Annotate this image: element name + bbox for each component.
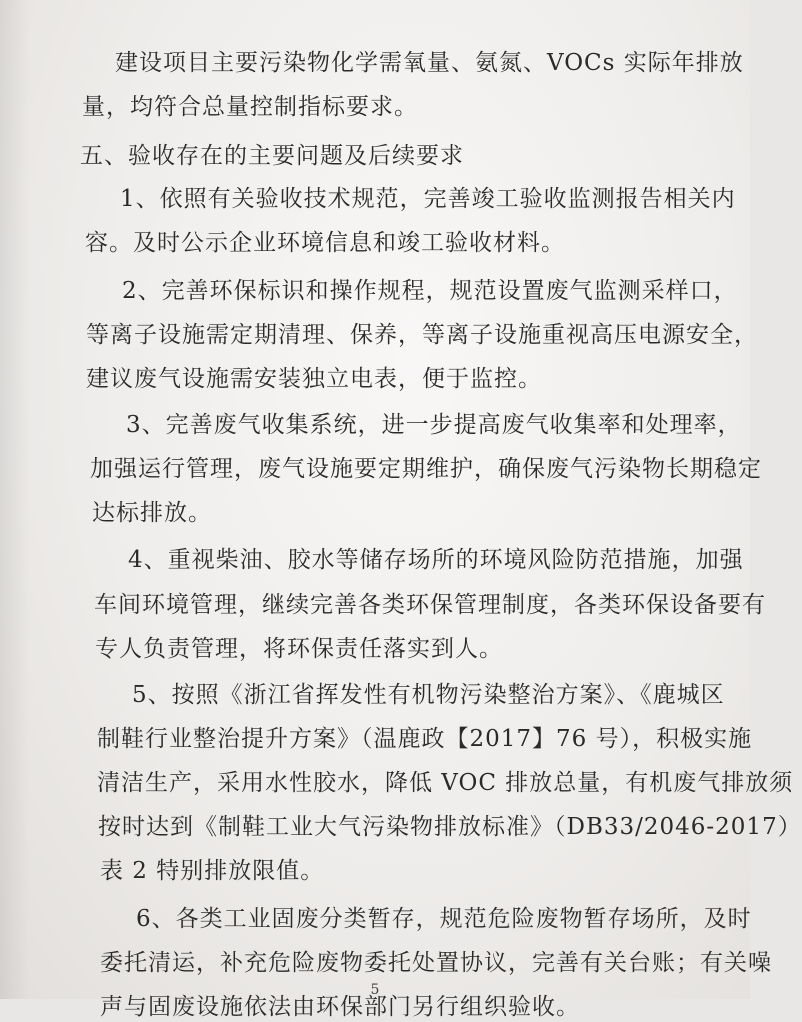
text-line-2: 量，均符合总量控制指标要求。	[82, 94, 418, 120]
item-4-line-2: 车间环境管理，继续完善各类环保管理制度，各类环保设备要有	[94, 592, 766, 618]
item-3-line-2: 加强运行管理，废气设施要定期维护，确保废气污染物长期稳定	[90, 456, 762, 482]
item-3-line-1: 3、完善废气收集系统，进一步提高废气收集率和处理率，	[126, 412, 742, 438]
item-5-line-1: 5、按照《浙江省挥发性有机物污染整治方案》、《鹿城区	[132, 682, 725, 708]
item-6-line-3: 声与固废设施依法由环保部门另行组织验收。	[100, 994, 580, 1020]
text-line-1: 建设项目主要污染物化学需氧量、氨氮、VOCs 实际年排放	[115, 50, 744, 76]
item-5-line-5: 表 2 特别排放限值。	[100, 858, 325, 884]
item-2-line-2: 等离子设施需定期清理、保养，等离子设施重视高压电源安全，	[86, 322, 758, 348]
item-4-line-1: 4、重视柴油、胶水等储存场所的环境风险防范措施，加强	[128, 547, 744, 573]
page-number: 5	[370, 982, 380, 998]
item-1-line-2: 容。及时公示企业环境信息和竣工验收材料。	[85, 230, 565, 256]
item-6-line-1: 6、各类工业固废分类暂存，规范危险废物暂存场所，及时	[136, 906, 752, 932]
item-2-line-1: 2、完善环保标识和操作规程，规范设置废气监测采样口，	[122, 278, 738, 304]
item-1-line-1: 1、依照有关验收技术规范，完善竣工验收监测报告相关内	[120, 186, 736, 212]
item-5-line-3: 清洁生产，采用水性胶水，降低 VOC 排放总量，有机废气排放须	[97, 770, 794, 796]
item-4-line-3: 专人负责管理，将环保责任落实到人。	[95, 636, 503, 662]
item-6-line-2: 委托清运，补充危险废物委托处置协议，完善有关台账；有关噪	[100, 950, 772, 976]
item-2-line-3: 建议废气设施需安装独立电表，便于监控。	[86, 366, 542, 392]
item-5-line-4: 按时达到《制鞋工业大气污染物排放标准》（DB33/2046-2017）	[98, 814, 802, 840]
section-heading: 五、验收存在的主要问题及后续要求	[80, 143, 464, 169]
item-5-line-2: 制鞋行业整治提升方案》（温鹿政【2017】76 号），积极实施	[97, 726, 753, 752]
item-3-line-3: 达标排放。	[92, 500, 212, 526]
